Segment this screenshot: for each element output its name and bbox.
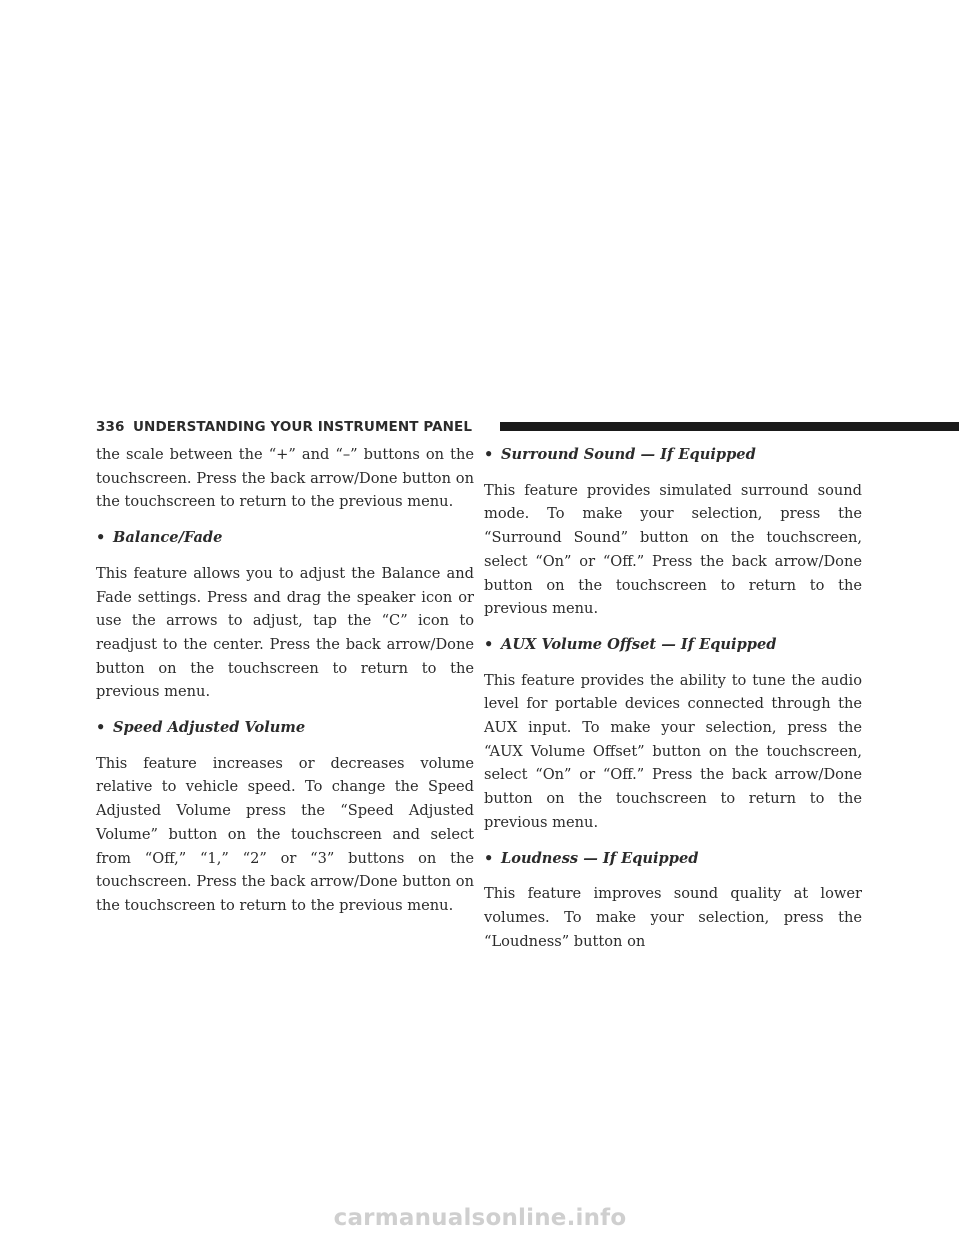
speed-adjusted-volume-heading-text: Speed Adjusted Volume <box>113 719 306 737</box>
bullet-icon: • <box>484 446 494 463</box>
bullet-icon: • <box>484 849 494 867</box>
surround-sound-heading-text: Surround Sound — If Equipped <box>501 446 756 463</box>
speed-adjusted-volume-heading <box>96 716 474 740</box>
surround-sound-paragraph: This feature provides simulated surround sound mode. To make your selection, press the “Surround Sound” button on the touchscreen, select “On” or “Off.” Press the back arrow/Done button on the touchscreen to return to the previous menu. <box>484 481 862 618</box>
watermark: carmanualsonline.info <box>333 1205 627 1231</box>
aux-volume-offset-heading-text: AUX Volume Offset — If Equipped <box>501 635 777 653</box>
bullet-icon: • <box>96 529 106 547</box>
intro-paragraph: the scale between the “+” and “–” buttons on the touchscreen. Press the back arrow/Done button on the touchscreen to return to the previous menu. <box>96 446 474 511</box>
header-rule <box>500 422 959 431</box>
bullet-icon: • <box>96 719 106 737</box>
page-number: 336 <box>96 419 125 435</box>
balance-fade-paragraph: This feature allows you to adjust the Balance and Fade settings. Press and drag the speaker icon or use the arrows to adjust, tap the “C” icon to readjust to the center. Press the back arrow/Done button on the touchscreen to return to the previous menu. <box>96 564 474 701</box>
loudness-heading-text: Loudness — If Equipped <box>501 849 699 867</box>
balance-fade-heading-text: Balance/Fade <box>113 529 223 547</box>
left-column <box>96 443 474 918</box>
speed-adjusted-volume-paragraph: This feature increases or decreases volume relative to vehicle speed. To change the Speed Adjusted Volume press the “Speed Adjusted Volume” button on the touchscreen and select from “Off,” “1,” “2” or “3” buttons on the touchscreen. Press the back arrow/Done button on the touchscreen to return to the previous menu. <box>96 754 474 914</box>
loudness-paragraph: This feature improves sound quality at lower volumes. To make your selection, press the “Loudness” button on <box>484 885 862 950</box>
balance-fade-heading <box>96 526 474 550</box>
loudness-heading <box>484 847 862 871</box>
right-column <box>484 443 862 953</box>
bullet-icon: • <box>484 635 494 653</box>
aux-volume-offset-paragraph: This feature provides the ability to tune the audio level for portable devices connected through the AUX input. To make your selection, press the “AUX Volume Offset” button on the touchscreen, select “On” or “Off.” Press the back arrow/Done button on the touchscreen to return to the previous menu. <box>484 671 862 831</box>
section-title: UNDERSTANDING YOUR INSTRUMENT PANEL <box>133 419 473 435</box>
page-header <box>96 417 864 437</box>
surround-sound-heading <box>484 443 862 467</box>
aux-volume-offset-heading <box>484 633 862 657</box>
